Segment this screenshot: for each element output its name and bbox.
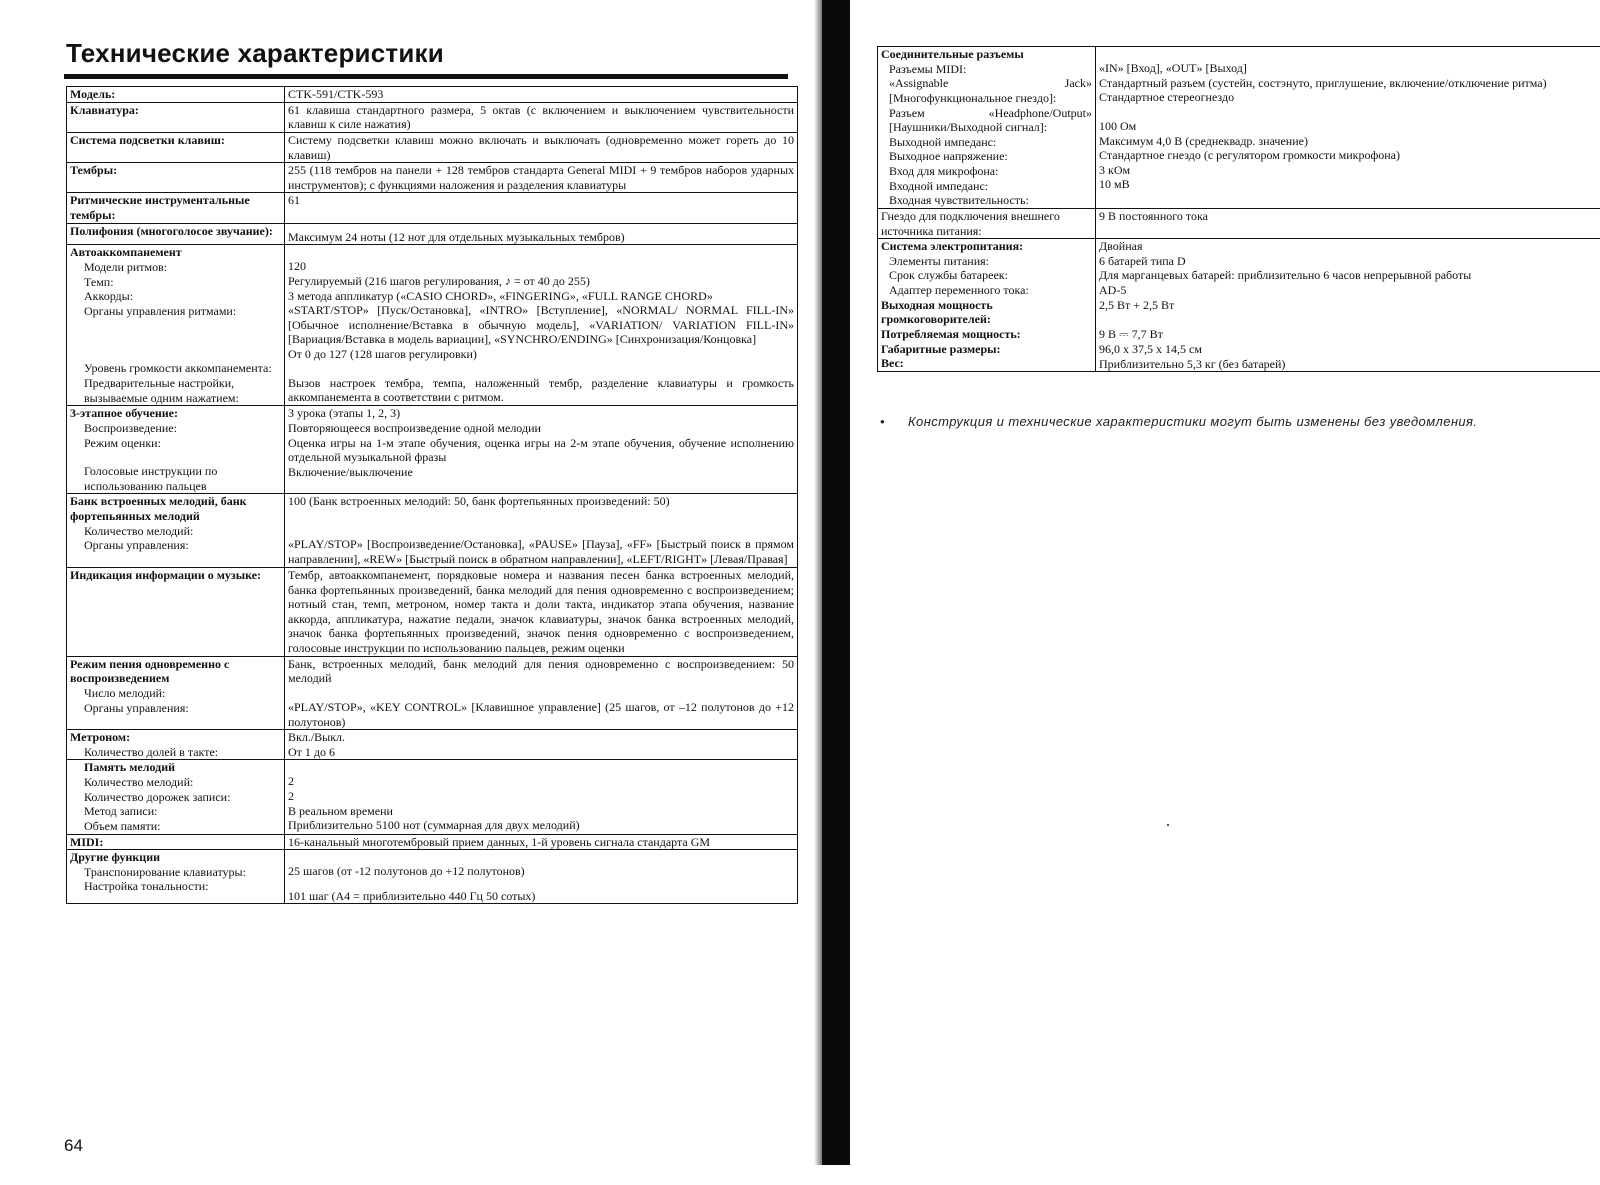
- page-number: 64: [64, 1136, 83, 1155]
- sub-label: Элементы питания:: [889, 253, 989, 268]
- spec-label-group: [878, 47, 1096, 209]
- sub-label: Разъемы MIDI:: [889, 61, 967, 76]
- spec-row-keyboard: [67, 102, 798, 132]
- sub-value: 3 метода аппликатур («CASIO CHORD», «FINGERING», «FULL RANGE CHORD»: [288, 288, 713, 303]
- sub-label: Настройка тональности:: [84, 879, 209, 894]
- sub-label: Количество мелодий:: [84, 775, 194, 789]
- bullet-icon: •: [880, 414, 885, 429]
- sub-value: 3 урока (этапы 1, 2, 3): [288, 406, 401, 421]
- spec-table-right: [877, 46, 1600, 372]
- spacer: [288, 245, 794, 259]
- sub-value: 120: [288, 259, 306, 274]
- spec-label: Вес:: [881, 356, 904, 371]
- spec-label: Память мелодий: [84, 760, 176, 775]
- disclaimer-text: Конструкция и технические характеристики могут быть изменены без уведомления.: [908, 414, 1478, 429]
- spec-label: Банк встроенных мелодий, банк фортепьянных мелодий: [70, 494, 247, 523]
- sub-label: Органы управления ритмами:: [84, 303, 237, 318]
- sub-label: Аккорды:: [84, 289, 134, 304]
- sub-value: Приблизительно 5100 нот (суммарная для двух мелодий): [288, 818, 580, 833]
- sub-value: 9 В ⎓ 7,7 Вт: [1099, 327, 1163, 342]
- spec-value-group: [285, 730, 798, 760]
- sub-label: Вход для микрофона:: [889, 164, 999, 178]
- sub-value: Стандартное гнездо (с регулятором громкости микрофона): [1099, 148, 1401, 163]
- sub-value: Максимум 4,0 В (среднеквадр. значение): [1099, 133, 1308, 148]
- sub-value: 2,5 Вт + 2,5 Вт: [1099, 297, 1175, 312]
- spec-value: 61: [285, 193, 798, 223]
- sub-label: Транспонирование клавиатуры:: [84, 864, 246, 879]
- sub-value: Повторяющееся воспроизведение одной мелодии: [288, 420, 541, 435]
- spec-label: Индикация информации о музыке:: [67, 567, 285, 656]
- spec-row-memory: [67, 760, 798, 834]
- title-rule: [64, 74, 788, 79]
- spec-label-group: [878, 239, 1096, 372]
- spec-value: 255 (118 тембров на панели + 128 тембров стандарта General MIDI + 9 тембров наборов ударных инструментов); с функциями наложения и разделения клавиатуры: [285, 163, 798, 193]
- sub-value: Стандартное стереогнездо: [1099, 90, 1235, 105]
- sub-value: От 0 до 127 (128 шагов регулировки): [288, 347, 477, 361]
- sub-value: 101 шаг (А4 = приблизительно 440 Гц 50 сотых): [288, 888, 536, 903]
- sub-label: Выходное напряжение:: [889, 149, 1008, 164]
- sub-label: Выходной импеданс:: [889, 134, 997, 149]
- spacer: [288, 879, 794, 889]
- spec-row-metronome: [67, 730, 798, 760]
- sub-label: Уровень громкости аккомпанемента:: [84, 361, 272, 376]
- spec-label-group: [67, 494, 285, 568]
- sub-label: Срок службы батареек:: [889, 268, 1008, 283]
- sub-value: 25 шагов (от -12 полутонов до +12 полутонов): [288, 864, 525, 879]
- spec-label: Габаритные размеры:: [881, 341, 1001, 356]
- spec-label-group: [67, 245, 285, 406]
- right-page: [850, 0, 1600, 1185]
- sub-label: Разъем «Headphone/Output» [Наушники/Выходной сигнал]:: [889, 105, 1092, 135]
- sub-value: Банк, встроенных мелодий, банк мелодий для пения одновременно с воспроизведением: 50 мелодий: [288, 656, 794, 686]
- spec-row-polyphony: [67, 223, 798, 245]
- sub-value: «START/STOP» [Пуск/Остановка], «INTRO» [Вступление], «NORMAL/ NORMAL FILL-IN» [Обычное исполнение/Вставка в обычную модель], «VARIATION/ VARIATION FILL-IN» [Вариация/Вставка в модель вариации], «SYNCHRO/ENDING» [Синхронизация/Концовка]: [288, 303, 794, 347]
- book-binding: [822, 0, 850, 1165]
- spec-value: 9 В постоянного тока: [1096, 208, 1600, 238]
- sub-value: Включение/выключение: [288, 464, 413, 479]
- spec-label: Система электропитания:: [881, 239, 1024, 254]
- spec-value-group: [285, 245, 798, 406]
- spec-row-backlight: [67, 132, 798, 162]
- spec-value: Тембр, автоаккомпанемент, порядковые номера и названия песен банка встроенных мелодий, банка фортепьянных произведений, банка мелодий для пения одновременно с воспроизведением; нотный стан, темп, метроном, номер такта и доли такта, индикатор этапа обучения, название аккорда, аппликатура, нажатие педали, значок клавиатуры, значок банка встроенных мелодий, значок банка фортепьянных произведений, значок пения одновременно с воспроизведением, голосовые инструкции по использованию пальцев, режим оценки: [285, 567, 798, 656]
- spec-row-singalong: [67, 656, 798, 730]
- sub-label: Темп:: [84, 274, 114, 289]
- sub-value: «IN» [Вход], «OUT» [Выход]: [1099, 61, 1247, 75]
- spec-value: 61 клавиша стандартного размера, 5 октав (с включением и выключением чувствительности клавиш к силе нажатия): [285, 102, 798, 132]
- spec-label: Соединительные разъемы: [881, 47, 1024, 61]
- sub-value: 100 Ом: [1099, 118, 1137, 133]
- spec-label: Выходная мощность громкоговорителей:: [881, 297, 993, 327]
- spec-label: Режим пения одновременно с воспроизведением: [70, 656, 230, 686]
- spec-label: Гнездо для подключения внешнего источника питания:: [878, 208, 1096, 238]
- spec-value-group: [285, 656, 798, 730]
- spacer: [288, 760, 794, 774]
- sub-value: Вызов настроек тембра, темпа, наложенный тембр, разделение клавиатуры и громкость аккомпанемента в соответствии с ритмом.: [288, 375, 794, 405]
- sub-value: 96,0 x 37,5 x 14,5 см: [1099, 341, 1202, 356]
- spec-label: Тембры:: [67, 163, 285, 193]
- sub-label: Входная чувствительность:: [889, 193, 1029, 208]
- sub-value: Приблизительно 5,3 кг (без батарей): [1099, 356, 1286, 371]
- spacer: [288, 509, 794, 537]
- spacer: [288, 362, 794, 376]
- spec-row-power: [878, 239, 1600, 372]
- sub-value: Вкл./Выкл.: [288, 730, 346, 745]
- spec-label-group: [67, 656, 285, 730]
- sub-value: «PLAY/STOP», «KEY CONTROL» [Клавишное управление] (25 шагов, от –12 полутонов до +12 полутонов): [288, 699, 794, 729]
- spacer: [70, 553, 281, 567]
- spec-row-rhythm-tones: [67, 193, 798, 223]
- spec-label: Автоаккомпанемент: [70, 245, 182, 260]
- spec-table-left: [66, 86, 798, 904]
- sub-label: Голосовые инструкции по использованию пальцев: [84, 464, 218, 493]
- page-title: Технические характеристики: [66, 38, 444, 68]
- spec-value-group: [285, 850, 798, 904]
- sub-value: Регулируемый (216 шагов регулирования, ♪ = от 40 до 255): [288, 273, 590, 288]
- sub-label: Число мелодий:: [84, 685, 166, 700]
- spec-value-group: [1096, 239, 1600, 372]
- sub-value: AD-5: [1099, 283, 1127, 297]
- sub-value: 6 батарей типа D: [1099, 253, 1186, 268]
- sub-label: Органы управления:: [84, 700, 189, 715]
- spec-row-dc-jack: [878, 208, 1600, 238]
- sub-value: Для марганцевых батарей: приблизительно 6 часов непрерывной работы: [1099, 268, 1472, 283]
- spacer: [288, 850, 794, 864]
- sub-label: Режим оценки:: [84, 435, 161, 450]
- spec-label-group: [67, 760, 285, 834]
- spec-row-indication: [67, 567, 798, 656]
- spec-row-connectors: [878, 47, 1600, 209]
- sub-label: Модели ритмов:: [84, 259, 168, 274]
- spec-value: CTK-591/CTK-593: [285, 87, 798, 103]
- spacer: [1099, 105, 1600, 119]
- sub-value: От 1 до 6: [288, 744, 336, 759]
- sub-value: Стандартный разъем (сустейн, состэнуто, приглушение, включение/отключение ритма): [1099, 75, 1547, 90]
- sub-label: Адаптер переменного тока:: [889, 283, 1029, 297]
- sub-value: 3 кОм: [1099, 162, 1131, 177]
- spec-value-group: [1096, 47, 1600, 209]
- sub-value: 2: [288, 774, 294, 789]
- sub-label: Воспроизведение:: [84, 420, 177, 435]
- spec-label: Клавиатура:: [67, 102, 285, 132]
- spacer: [288, 686, 794, 700]
- spec-value: [285, 223, 798, 245]
- spec-value: Систему подсветки клавиш можно включать и выключать (одновременно может гореть до 10 клавиш): [285, 132, 798, 162]
- sub-value: В реальном времени: [288, 803, 393, 818]
- spacer: [70, 318, 281, 361]
- spec-row-tones: [67, 163, 798, 193]
- spec-value-group: [285, 406, 798, 494]
- sub-value: 100 (Банк встроенных мелодий: 50, банк фортепьянных произведений: 50): [288, 494, 670, 509]
- sub-label: Количество дорожек записи:: [84, 789, 231, 804]
- spec-label-group: [67, 406, 285, 494]
- sub-label: «Assignable Jack» [Многофункциональное гнездо]:: [889, 76, 1092, 105]
- binding-shadow: [814, 0, 822, 1165]
- spec-label: Система подсветки клавиш:: [67, 132, 285, 162]
- spec-label: 3-этапное обучение:: [70, 406, 179, 421]
- sub-label: Объем памяти:: [84, 818, 161, 833]
- spec-row-accompaniment: [67, 245, 798, 406]
- sub-label: Входной импеданс:: [889, 178, 989, 193]
- spec-label: Потребляемая мощность:: [881, 326, 1021, 341]
- spacer: [1099, 47, 1600, 61]
- spec-label: Модель:: [67, 87, 285, 103]
- spec-row-lesson: [67, 406, 798, 494]
- sub-value: Оценка игры на 1-м этапе обучения, оценка игры на 2-м этапе обучения, обучение исполнению отдельной музыкальной фразы: [288, 435, 794, 465]
- sub-value: «PLAY/STOP» [Воспроизведение/Остановка], «PAUSE» [Пауза], «FF» [Быстрый поиск в прямом направлении], «REW» [Быстрый поиск в обратном направлении], «LEFT/RIGHT» [Левая/Правая]: [288, 537, 794, 566]
- spec-label: MIDI:: [67, 834, 285, 850]
- spacer: [1099, 312, 1600, 327]
- sub-label: Количество мелодий:: [84, 523, 194, 538]
- sub-label: Метод записи:: [84, 804, 158, 819]
- sub-label: Предварительные настройки, вызываемые одним нажатием:: [84, 376, 239, 405]
- spec-value: 16-канальный многотембровый прием данных, 1-й уровень сигнала стандарта GM: [285, 834, 798, 850]
- spec-label-group: [67, 850, 285, 904]
- spec-label: Полифония (многоголосое звучание):: [67, 223, 285, 245]
- spec-label-group: [67, 730, 285, 760]
- spec-row-model: [67, 87, 798, 103]
- sub-value: 10 мВ: [1099, 177, 1130, 192]
- spec-value-group: [285, 760, 798, 834]
- polyphony-value: Максимум 24 ноты (12 нот для отдельных музыкальных тембров): [288, 229, 625, 244]
- spec-value-group: [285, 494, 798, 568]
- spec-label: Ритмические инструментальные тембры:: [67, 193, 285, 223]
- spec-row-midi: [67, 834, 798, 850]
- scan-speck: [1167, 824, 1169, 826]
- spacer: [70, 450, 281, 464]
- spec-row-song-bank: [67, 494, 798, 568]
- sub-label: Количество долей в такте:: [84, 744, 219, 759]
- sub-label: Органы управления:: [84, 538, 189, 553]
- spec-row-other: [67, 850, 798, 904]
- sub-value: 2: [288, 789, 294, 803]
- spec-label: Метроном:: [70, 730, 131, 745]
- spec-label: Другие функции: [70, 850, 161, 865]
- sub-value: Двойная: [1099, 239, 1143, 254]
